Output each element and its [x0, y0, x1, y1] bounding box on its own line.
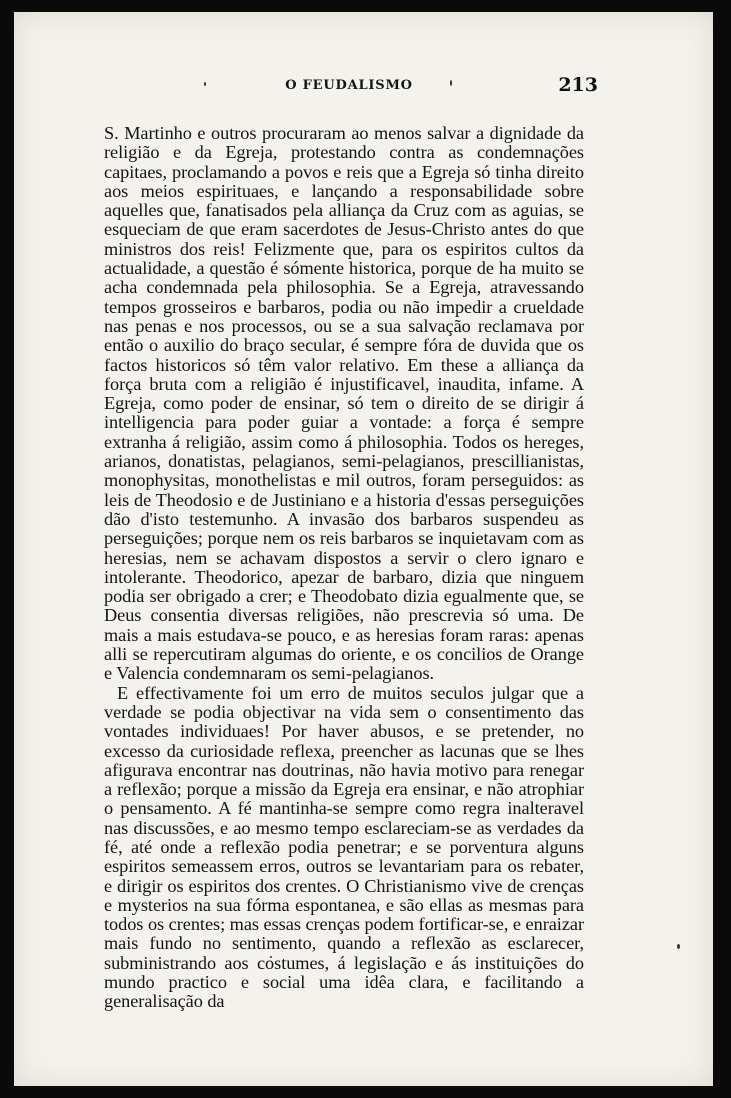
running-title: O FEUDALISMO [285, 78, 413, 93]
page-number: 213 [558, 74, 598, 96]
page-header [100, 74, 598, 102]
paragraph-1: S. Martinho e outros procuraram ao menos salvar a dignidade da religião e da Egreja, protestando contra as condemnações capitaes, proclamando a povos e reis que a Egreja só tinha direito aos meios espirituaes, e lançando a responsabilidade sobre aquelles que, fanatisados pela alliança da Cruz com as aguias, se esqueciam de que eram sacerdotes de Jesus-Christo antes do que ministros dos reis! Felizmente que, para os espiritos cultos da actualidade, a questão é sómente historica, porque de ha muito se acha condemnada pela philosophia. Se a Egreja, atravessando tempos grosseiros e barbaros, podia ou não impedir a crueldade nas penas e nos processos, ou se a sua salvação reclamava por então o auxilio do braço secular, é sempre fóra de duvida que os factos historicos só têm valor relativo. Em these a alliança da força bruta com a religião é injustificavel, inaudita, infame. A Egreja, como poder de ensinar, só tem o direito de se dirigir á intelligencia para poder guiar a vontade: a força é sempre extranha á religião, assim como á philosophia. Todos os hereges, arianos, donatistas, pelagianos, semi-pelagianos, prescillianistas, monophysitas, monothelistas e mil outros, foram perseguidos: as leis de Theodosio e de Justiniano e a historia d'essas perseguições dão d'isto testemunho. A invasão dos barbaros suspendeu as perseguições; porque nem os reis barbaros se inquietavam com as heresias, nem se achavam dispostos a servir o clero ignaro e intolerante. Theodorico, apezar de barbaro, dizia que ninguem podia ser obrigado a crer; e Theodobato dizia egualmente que, se Deus consentia diversas religiões, não prescrevia só uma. De mais a mais estudava-se pouco, e as heresias foram raras: apenas alli se repercutiram algumas do oriente, e os concilios de Orange e Valencia condemnaram os semi-pelagianos. [104, 123, 584, 684]
paragraph-2: E effectivamente foi um erro de muitos seculos julgar que a verdade se podia objectivar na vida sem o consentimento das vontades individuaes! Por haver abusos, e se pretender, no excesso da curiosidade reflexa, preencher as lacunas que se lhes afigurava encontrar nas doutrinas, não havia motivo para renegar a reflexão; porque a missão da Egreja era ensinar, e não atrophiar o pensamento. A fé mantinha-se sempre como regra inalteravel nas discussões, e ao mesmo tempo esclareciam-se as verdades da fé, até onde a reflexão podia penetrar; e se porventura alguns espiritos semeassem erros, outros se levantariam para os rebater, e dirigir os espiritos dos crentes. O Christianismo vive de crenças e mysterios na sua fórma espontanea, e são ellas as mesmas para todos os crentes; mas essas crenças podem fortificar-se, e enraizar mais fundo no sentimento, quando a reflexão as esclarecer, subministrando aos costumes, á legislação e ás instituições do mundo practico e social uma idêa clara, e facilitando a generalisação da [104, 682, 584, 1012]
body-text [104, 124, 584, 1012]
ink-speck [677, 944, 680, 949]
